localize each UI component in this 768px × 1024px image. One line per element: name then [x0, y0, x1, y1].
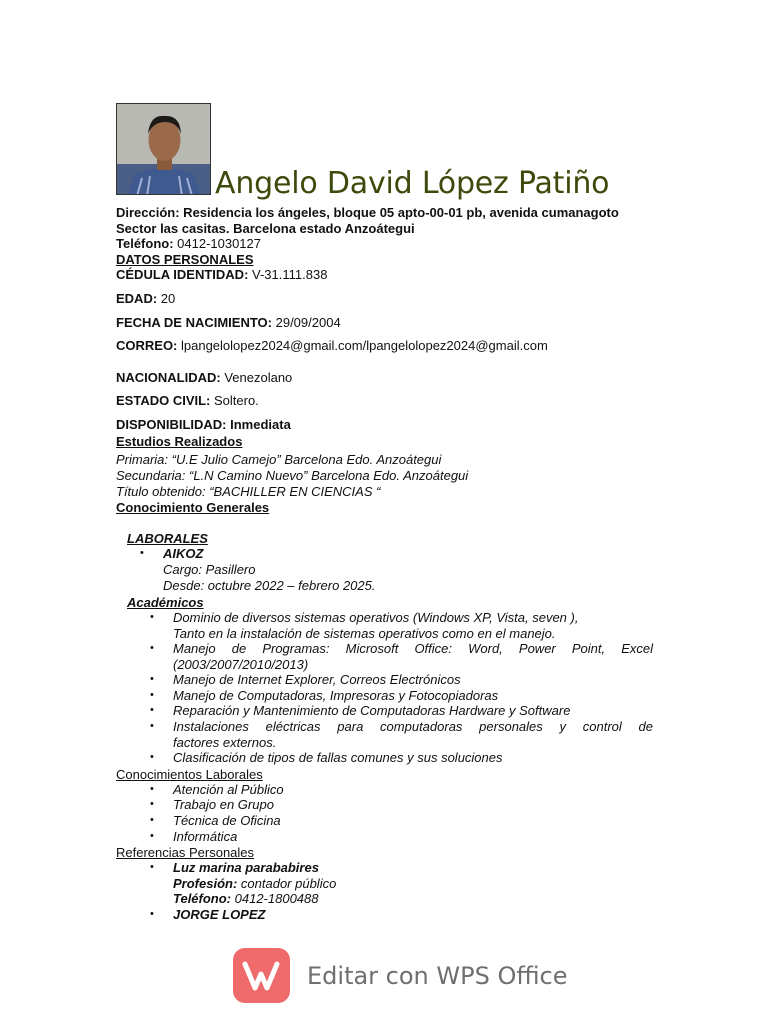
- bullet-icon: •: [150, 720, 154, 732]
- correo-line: [116, 338, 548, 354]
- ref1-profesion-value: contador público: [237, 876, 337, 891]
- bullet-icon: •: [150, 830, 154, 842]
- estudios-titulo: Título obtenido: “BACHILLER EN CIENCIAS “: [116, 484, 381, 499]
- edad-label: EDAD:: [116, 291, 158, 306]
- estudios-primaria: Primaria: “U.E Julio Camejo” Barcelona Edo. Anzoátegui: [116, 452, 442, 467]
- laboral-item: Atención al Público: [173, 782, 284, 797]
- phone-value: 0412-1030127: [173, 236, 262, 251]
- ref1-telefono: [173, 891, 319, 907]
- edad-line: [116, 291, 175, 307]
- bullet-icon: •: [150, 861, 154, 873]
- ref1-telefono-label: Teléfono:: [173, 891, 232, 906]
- disponibilidad-line: [116, 417, 291, 433]
- estudios-heading: Estudios Realizados: [116, 434, 243, 449]
- academico-item: Dominio de diversos sistemas operativos (Windows XP, Vista, seven ),: [173, 610, 579, 625]
- cedula-line: [116, 267, 327, 283]
- fecha-label: FECHA DE NACIMIENTO:: [116, 315, 272, 330]
- fecha-line: [116, 315, 341, 331]
- estado-civil-line: [116, 393, 259, 409]
- bullet-icon: •: [150, 798, 154, 810]
- estudios-secundaria: Secundaria: “L.N Camino Nuevo” Barcelona Edo. Anzoátegui: [116, 468, 469, 483]
- nacionalidad-value: Venezolano: [220, 370, 293, 385]
- bullet-icon: •: [150, 673, 154, 685]
- profile-photo: [116, 103, 211, 195]
- ref2-name: JORGE LOPEZ: [173, 907, 266, 922]
- datos-personales-heading: DATOS PERSONALES: [116, 252, 254, 267]
- laboral-item: Informática: [173, 829, 238, 844]
- academico-item: Reparación y Mantenimiento de Computadoras Hardware y Software: [173, 703, 571, 718]
- estado-civil-value: Soltero.: [210, 393, 259, 408]
- laboral-item: Técnica de Oficina: [173, 813, 281, 828]
- academico-item: Instalaciones eléctricas para computadoras personales y control de: [173, 719, 653, 734]
- edad-value: 20: [157, 291, 176, 306]
- ref1-profesion: [173, 876, 336, 892]
- address-line-1: Dirección: Residencia los ángeles, bloque 05 apto-00-01 pb, avenida cumanagoto: [116, 205, 619, 220]
- academico-item: Manejo de Programas: Microsoft Office: Word, Power Point, Excel: [173, 641, 653, 656]
- laboral-item: Trabajo en Grupo: [173, 797, 274, 812]
- academico-item: Tanto en la instalación de sistemas operativos como en el manejo.: [173, 626, 556, 641]
- ref1-profesion-label: Profesión:: [173, 876, 238, 891]
- academico-item: factores externos.: [173, 735, 277, 750]
- wps-w-icon: [233, 948, 290, 1003]
- correo-label: CORREO:: [116, 338, 178, 353]
- academico-item: (2003/2007/2010/2013): [173, 657, 309, 672]
- laborales-heading: LABORALES: [127, 531, 208, 546]
- bullet-icon: •: [150, 908, 154, 920]
- academico-item: Clasificación de tipos de fallas comunes y sus soluciones: [173, 750, 503, 765]
- bullet-icon: •: [150, 704, 154, 716]
- disponibilidad-label: DISPONIBILIDAD:: [116, 417, 227, 432]
- company-name: AIKOZ: [163, 546, 204, 561]
- bullet-icon: •: [140, 547, 144, 559]
- person-photo-icon: [117, 104, 211, 195]
- ref1-name: Luz marina parababires: [173, 860, 319, 875]
- disponibilidad-value: Inmediata: [226, 417, 291, 432]
- address-line-2: Sector las casitas. Barcelona estado Anzoátegui: [116, 221, 415, 236]
- academico-item: Manejo de Internet Explorer, Correos Electrónicos: [173, 672, 461, 687]
- phone-label: Teléfono:: [116, 236, 174, 251]
- correo-value: lpangelolopez2024@gmail.com/lpangelolopez2024@gmail.com: [177, 338, 548, 353]
- cedula-label: CÉDULA IDENTIDAD:: [116, 267, 249, 282]
- edit-with-wps-link[interactable]: Editar con WPS Office: [307, 962, 568, 990]
- referencias-heading: Referencias Personales: [116, 845, 255, 860]
- conocimiento-heading: Conocimiento Generales: [116, 500, 270, 515]
- academicos-heading: Académicos: [127, 595, 204, 610]
- cedula-value: V-31.111.838: [248, 267, 328, 282]
- bullet-icon: •: [150, 814, 154, 826]
- bullet-icon: •: [150, 642, 154, 654]
- ref1-telefono-value: 0412-1800488: [231, 891, 319, 906]
- phone-line: [116, 236, 261, 252]
- fecha-value: 29/09/2004: [272, 315, 341, 330]
- academico-item: Manejo de Computadoras, Impresoras y Fotocopiadoras: [173, 688, 499, 703]
- conocimientos-laborales-heading: Conocimientos Laborales: [116, 767, 263, 782]
- bullet-icon: •: [150, 783, 154, 795]
- wps-logo-icon[interactable]: [233, 948, 290, 1003]
- estado-civil-label: ESTADO CIVIL:: [116, 393, 211, 408]
- nacionalidad-line: [116, 370, 292, 386]
- nacionalidad-label: NACIONALIDAD:: [116, 370, 221, 385]
- bullet-icon: •: [150, 751, 154, 763]
- bullet-icon: •: [150, 611, 154, 623]
- desde-line: Desde: octubre 2022 – febrero 2025.: [163, 578, 376, 593]
- applicant-name: Angelo David López Patiño: [215, 166, 610, 201]
- bullet-icon: •: [150, 689, 154, 701]
- cargo-line: Cargo: Pasillero: [163, 562, 256, 577]
